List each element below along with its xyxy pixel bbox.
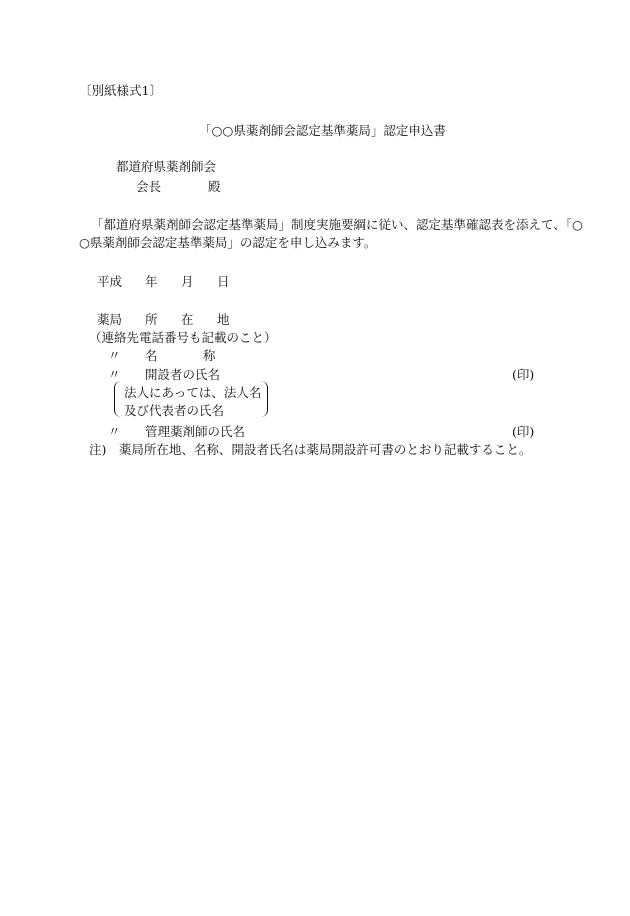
founder-label: 開設者の氏名: [145, 367, 221, 382]
seal-mark-1: (印): [512, 367, 535, 382]
location-label-2: 所: [145, 312, 158, 327]
manager-label: 管理薬剤師の氏名: [145, 424, 246, 439]
location-label-1: 薬局: [97, 312, 123, 327]
location-label-4: 地: [217, 312, 230, 327]
addressee-chair: 会長: [136, 179, 162, 194]
body-line-2: ○県薬剤師会認定基準薬局」の認定を申し込みます。: [79, 235, 377, 250]
addressee-honorific: 殿: [208, 179, 221, 194]
ditto-mark-2: 〃: [108, 367, 121, 382]
ditto-mark-3: 〃: [108, 424, 121, 439]
date-month: 月: [181, 274, 194, 289]
addressee-org: 都道府県薬剤師会: [116, 159, 217, 174]
seal-mark-2: (印): [512, 424, 535, 439]
corp-note-line-2: 及び代表者の氏名: [124, 403, 225, 418]
corp-note-line-1: 法人にあっては、法人名: [124, 385, 262, 400]
location-label-3: 在: [181, 312, 194, 327]
form-label: 〔別紙様式1〕: [79, 83, 162, 98]
body-line-1: 「都道府県薬剤師会認定基準薬局」制度実施要綱に従い、認定基準確認表を添えて、「○: [91, 217, 583, 232]
date-year: 年: [145, 274, 158, 289]
date-era: 平成: [97, 274, 123, 289]
footnote: 注) 薬局所在地、名称、開設者氏名は薬局開設許可書のとおり記載すること。: [89, 442, 532, 457]
name-label-2: 称: [203, 348, 216, 363]
location-note: （連絡先電話番号も記載のこと）: [89, 330, 277, 345]
name-label-1: 名: [145, 348, 158, 363]
ditto-mark-1: 〃: [108, 348, 121, 363]
document-title: 「○○県薬剤師会認定基準薬局」認定申込書: [199, 123, 446, 138]
date-day: 日: [217, 274, 230, 289]
